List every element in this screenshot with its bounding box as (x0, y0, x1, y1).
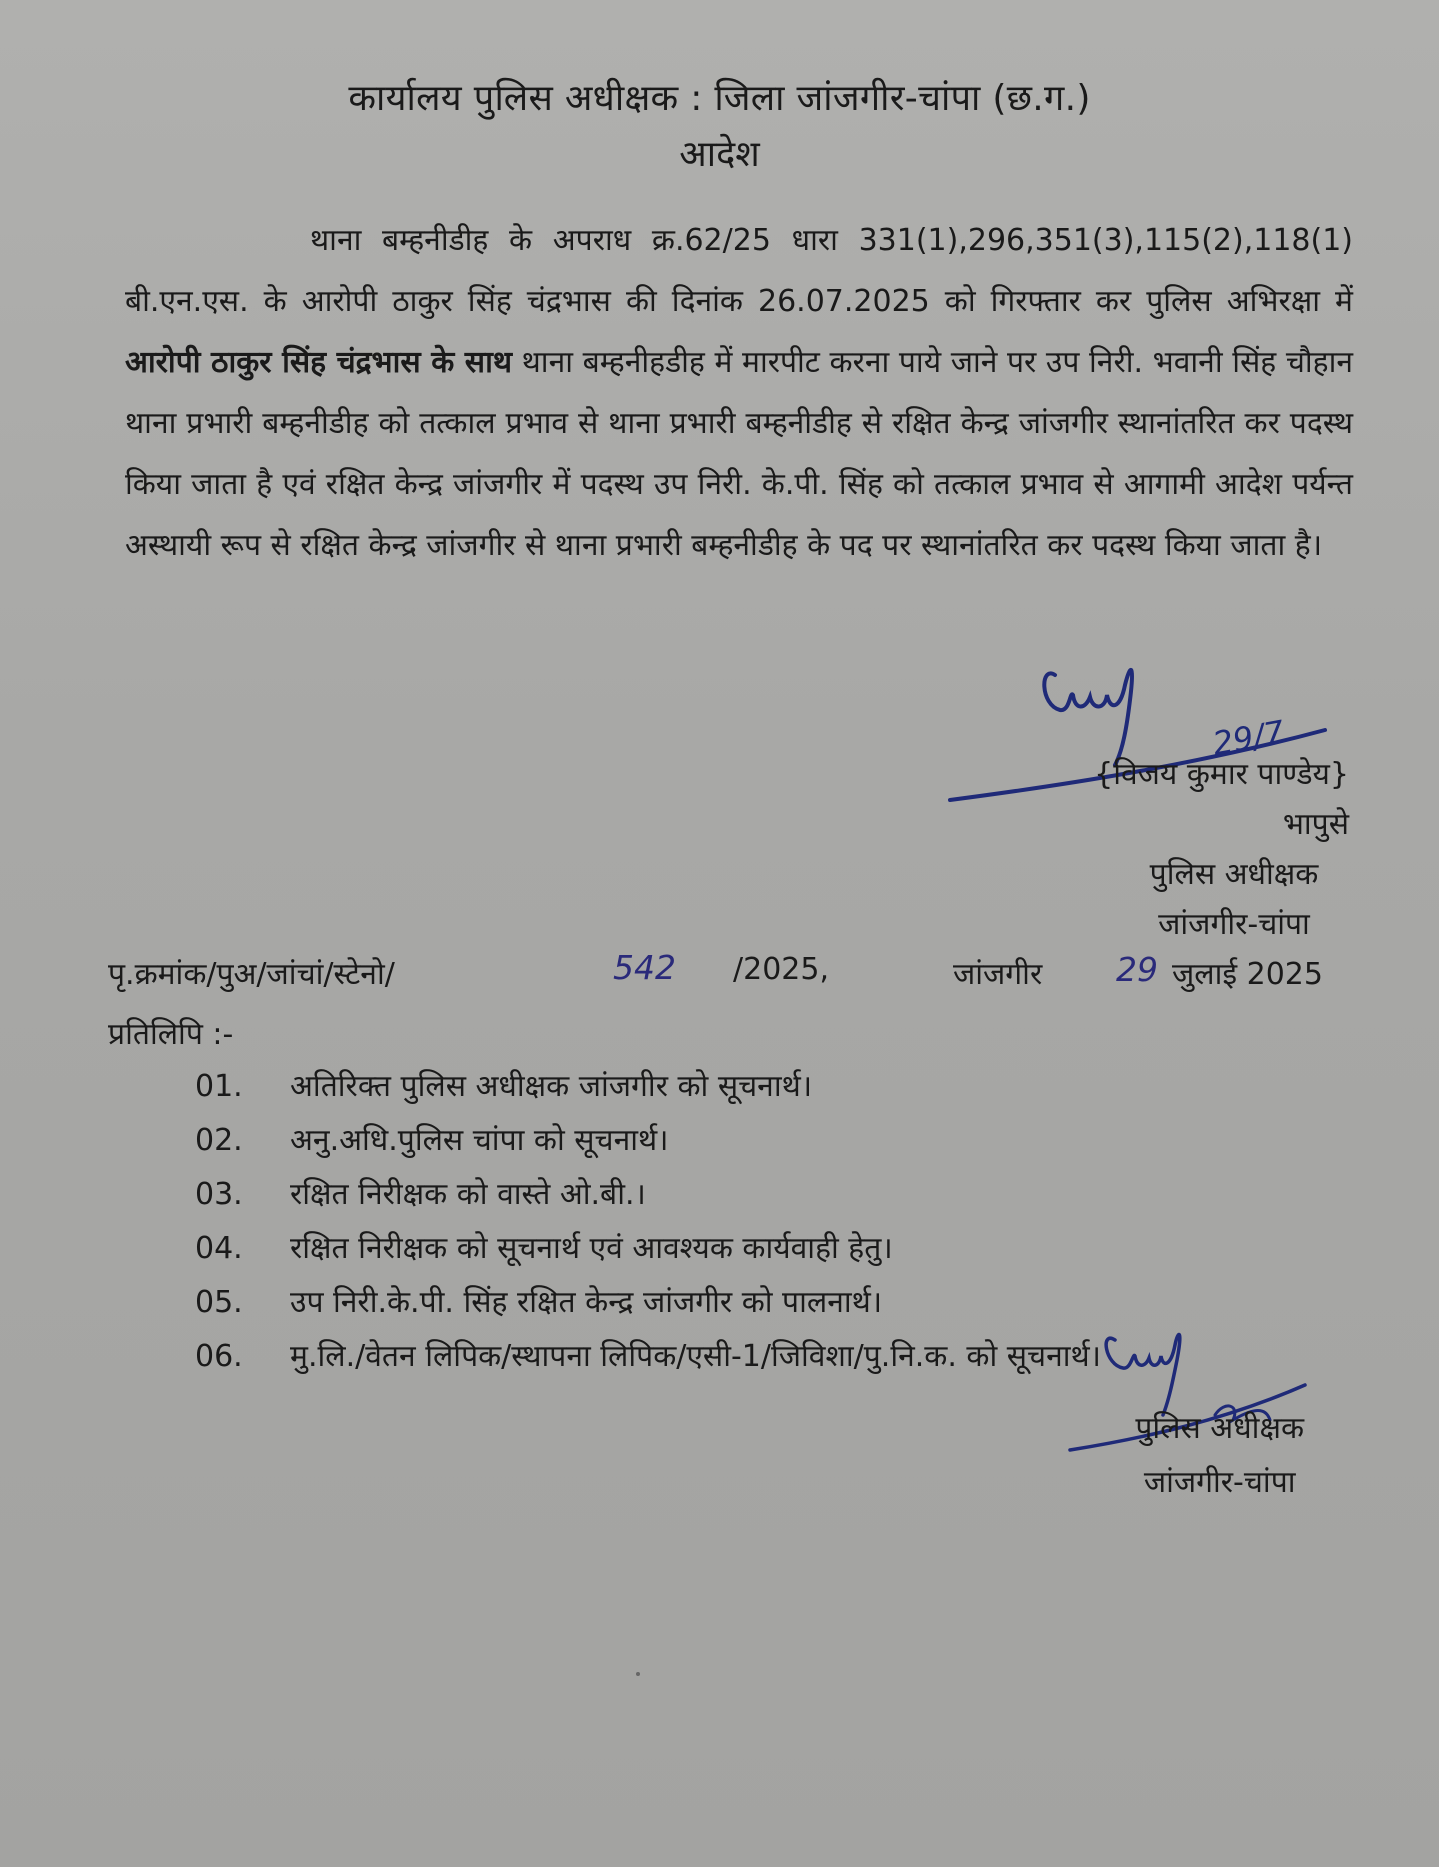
reference-date: जुलाई 2025 (1172, 957, 1323, 992)
list-item: 03. रक्षित निरीक्षक को वास्ते ओ.बी.। (195, 1177, 646, 1212)
footer-signatory-district: जांजगीर-चांपा (1143, 1465, 1296, 1500)
reference-day: 29 (1116, 950, 1158, 989)
list-item: 01. अतिरिक्त पुलिस अधीक्षक जांजगीर को सूचनार्थ। (195, 1069, 813, 1104)
footer-signatory-designation: पुलिस अधीक्षक (1135, 1411, 1304, 1446)
speck (636, 1672, 640, 1676)
order-title: आदेश (679, 134, 760, 175)
order-body-text-1: थाना बम्हनीडीह के अपराध क्र.62/25 धारा 331(1),296,351(3),115(2),118(1) बी.एन.एस. के आरोपी ठाकुर सिंह चंद्रभास की दिनांक 26.07.2025 को गिरफ्तार कर पुलिस अभिरक्षा में (125, 223, 1353, 319)
signatory-designation: पुलिस अधीक्षक (1149, 857, 1319, 892)
order-body-bold: आरोपी ठाकुर सिंह चंद्रभास के साथ (125, 345, 513, 380)
copies-heading: प्रतिलिपि :- (108, 1017, 234, 1052)
footer-signatory-block (1135, 1402, 1304, 1510)
reference-line (108, 948, 1358, 1002)
reference-year: /2025, (733, 952, 829, 987)
reference-place: जांजगीर (953, 957, 1043, 992)
order-body-text-2: थाना बम्हनीहडीह में मारपीट करना पाये जाने पर उप निरी. भवानी सिंह चौहान थाना प्रभारी बम्हनीडीह को तत्काल प्रभाव से थाना प्रभारी बम्हनीडीह से रक्षित केन्द्र जांजगीर स्थानांतरित कर पदस्थ किया जाता है एवं रक्षित केन्द्र जांजगीर में पदस्थ उप निरी. के.पी. सिंह को तत्काल प्रभाव से आगामी आदेश पर्यन्त अस्थायी रूप से रक्षित केन्द्र जांजगीर से थाना प्रभारी बम्हनीडीह के पद पर स्थानांतरित कर पदस्थ किया जाता है। (125, 345, 1353, 563)
reference-number: 542 (613, 948, 676, 987)
signatory-service: भापुसे (1282, 807, 1349, 842)
list-item: 06. मु.लि./वेतन लिपिक/स्थापना लिपिक/एसी-1/जिविशा/पु.नि.क. को सूचनार्थ। (195, 1339, 1102, 1374)
order-body (125, 210, 1353, 576)
signatory-block (1094, 750, 1349, 950)
copies-list (195, 1060, 1101, 1384)
list-item: 05. उप निरी.के.पी. सिंह रक्षित केन्द्र जांजगीर को पालनार्थ। (195, 1285, 883, 1320)
signatory-district: जांजगीर-चांपा (1158, 907, 1310, 942)
list-item: 02. अनु.अधि.पुलिस चांपा को सूचनार्थ। (195, 1123, 669, 1158)
signature-date: 29/7 (1209, 712, 1288, 763)
list-item: 04. रक्षित निरीक्षक को सूचनार्थ एवं आवश्यक कार्यवाही हेतु। (195, 1231, 893, 1266)
office-heading: कार्यालय पुलिस अधीक्षक : जिला जांजगीर-चांपा (छ.ग.) (348, 78, 1091, 119)
reference-prefix: पृ.क्रमांक/पुअ/जांचां/स्टेनो/ (108, 957, 395, 992)
signatory-name: {विजय कुमार पाण्डेय} (1094, 757, 1349, 792)
